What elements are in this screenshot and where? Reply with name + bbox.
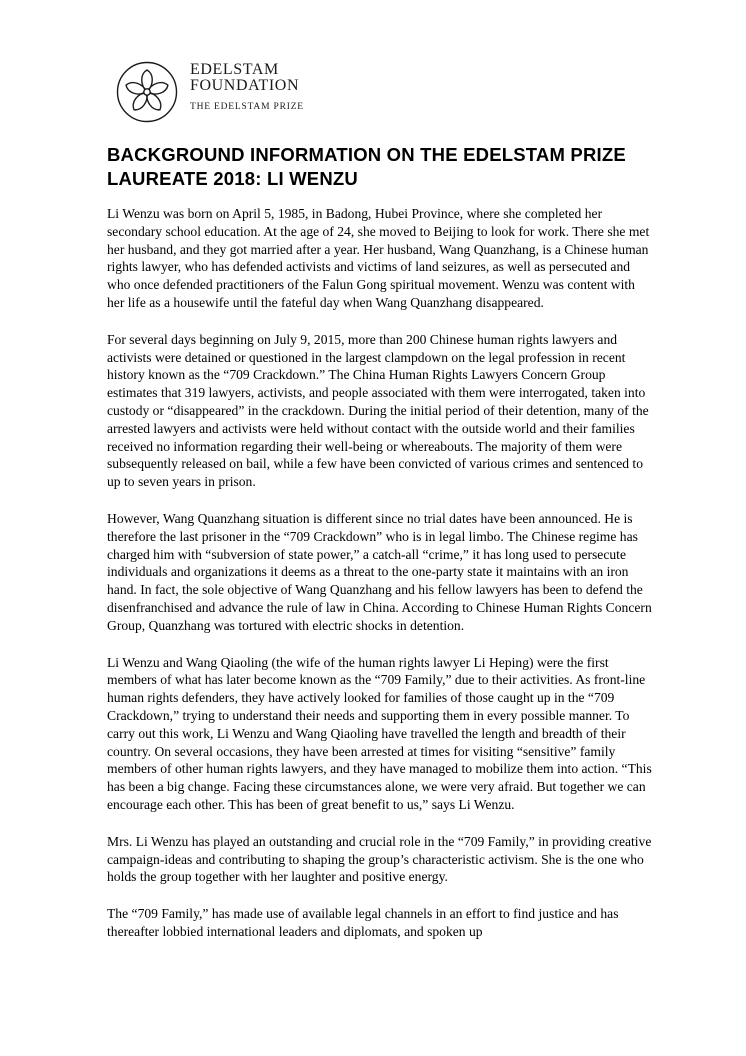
paragraph-6: The “709 Family,” has made use of available legal channels in an effort to find justice and has thereafter lobbied international leaders and diplomats, and spoken up [107, 906, 619, 939]
document-body [107, 205, 652, 960]
flower-logo-icon [116, 61, 178, 123]
brand-name-line1: EDELSTAM [190, 61, 279, 78]
paragraph-5: Mrs. Li Wenzu has played an outstanding and crucial role in the “709 Family,” in providing creative campaign-ideas and contributing to shaping the group’s characteristic activism. She is the one who holds the group together with her laughter and positive energy. [107, 833, 652, 885]
paragraph-4: Li Wenzu and Wang Qiaoling (the wife of the human rights lawyer Li Heping) were the first members of what has later become known as the “709 Family,” due to their activities. As front-line human rights defenders, they have actively looked for families of those caught up in the “709 Crackdown,” trying to understand their needs and supporting them in every possible manner. To carry out this work, Li Wenzu and Wang Qiaoling have travelled the length and breadth of their country. On several occasions, they have been arrested at times for visiting “sensitive” family members of other human rights lawyers, and they have managed to mobilize them into action. “This has been a big change. Facing these circumstances alone, we were very afraid. But together we can encourage each other. This has been of great benefit to us,” says Li Wenzu. [107, 654, 652, 812]
brand-name-line2: FOUNDATION [190, 77, 300, 94]
brand-block [190, 62, 304, 112]
paragraph-1: Li Wenzu was born on April 5, 1985, in Badong, Hubei Province, where she completed her secondary school education. At the age of 24, she moved to Beijing to look for work. There she met her husband, and they got married after a year. Her husband, Wang Quanzhang, is a Chinese human rights lawyer, who has defended activists and victims of land seizures, as well as persecuted and who once defended practitioners of the Falun Gong spiritual movement. Wenzu was content with her life as a housewife until the fateful day when Wang Quanzhang disappeared. [107, 206, 650, 310]
paragraph-3: However, Wang Quanzhang situation is different since no trial dates have been announced. He is therefore the last prisoner in the “709 Crackdown” who is in legal limbo. The Chinese regime has charged him with “subversion of state power,” a catch-all “crime,” it has long used to persecute individuals and organizations it deems as a threat to the one-party state it maintains with an iron hand. In fact, the sole objective of Wang Quanzhang and his fellow lawyers has been to defend the disenfranchised and advance the rule of law in China. According to Chinese Human Rights Concern Group, Quanzhang was tortured with electric shocks in detention. [107, 510, 652, 633]
paragraph-2: For several days beginning on July 9, 2015, more than 200 Chinese human rights lawyers and activists were detained or questioned in the largest clampdown on the legal profession in recent history known as the “709 Crackdown.” The China Human Rights Lawyers Concern Group estimates that 319 lawyers, activists, and people associated with them were interrogated, taken into custody or “disappeared” in the crackdown. During the initial period of their detention, many of the arrested lawyers and activists were held without contact with the outside world and their families received no information regarding their well-being or whereabouts. The majority of them were subsequently released on bail, while a few have been convicted of various crimes and sentenced to up to seven years in prison. [107, 331, 649, 490]
document-title: BACKGROUND INFORMATION ON THE EDELSTAM PRIZE LAUREATE 2018: LI WENZU [107, 144, 626, 189]
brand-subtitle: THE EDELSTAM PRIZE [190, 102, 304, 112]
